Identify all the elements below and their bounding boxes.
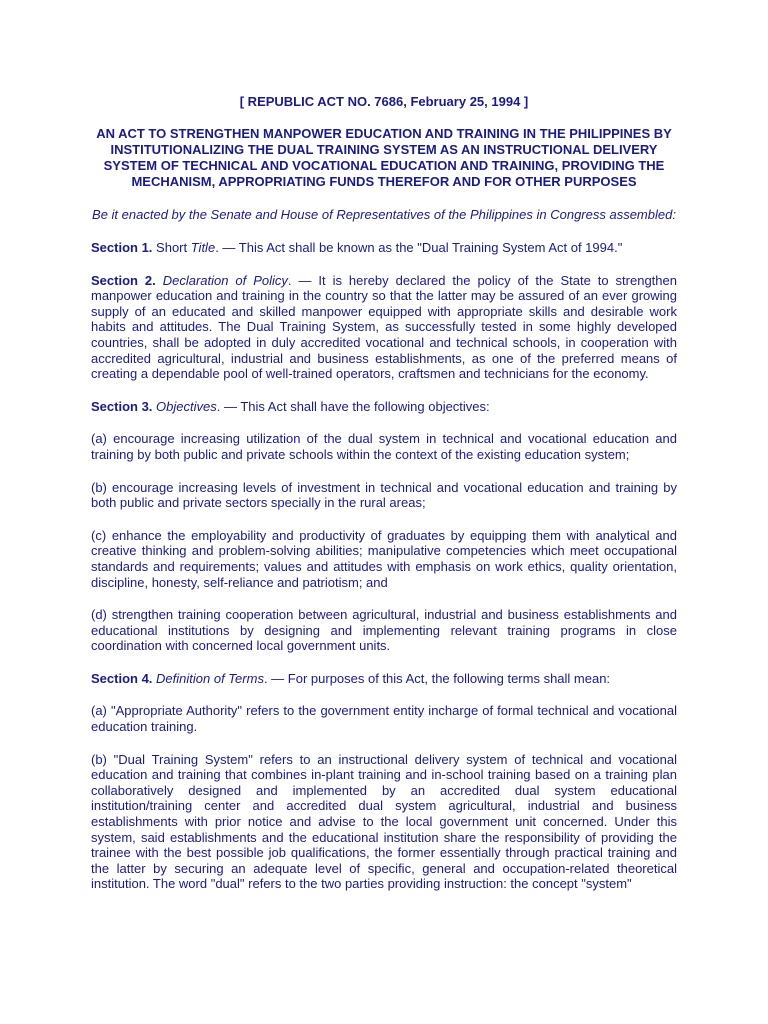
section-4-item-b: (b) "Dual Training System" refers to an instructional delivery system of technical and vocational education and training that combines in-plant training and in-school training based on a training plan collaboratively designed and implemented by an accredited dual system educational institution/training center and accredited dual system agricultural, industrial and business establishments with prior notice and advise to the local government unit concerned. Under this system, said establishments and the educational institution share the responsibility of providing the trainee with the best possible job qualifications, the former essentially through practical training and the latter by securing an adequate level of specific, general and occupation-related theoretical institution. The word "dual" refers to the two parties providing instruction: the concept "system" — [91, 751, 677, 892]
section-text: . — It is hereby declared the policy of the State to strengthen manpower education and training in the country so that the latter may be assured of an ever growing supply of an educated and skilled manpower equipped with appropriate skills and desirable work habits and attitudes. The Dual Training System, as successfully tested in some highly developed countries, shall be adopted in duly accredited vocational and technical schools, in cooperation with accredited agricultural, industrial and business establishments, as one of the preferred means of creating a dependable pool of well-trained operators, craftsmen and technicians for the economy. — [91, 272, 677, 382]
section-label: Section 2. — [91, 272, 156, 288]
section-3-item-a: (a) encourage increasing utilization of the dual system in technical and vocational education and training by both public and private schools within the context of the existing education system; — [91, 431, 677, 462]
section-4 — [91, 671, 677, 687]
section-text: . — For purposes of this Act, the following terms shall mean: — [263, 670, 611, 686]
section-1 — [91, 240, 677, 256]
section-2 — [91, 273, 677, 382]
enacting-clause: Be it enacted by the Senate and House of Representatives of the Philippines in Congress assembled: — [92, 207, 676, 222]
section-3-item-c: (c) enhance the employability and productivity of graduates by equipping them with analytical and creative thinking and problem-solving abilities; manipulative competencies which meet occupational standards and requirements; values and attitudes with emphasis on work ethics, quality orientation, discipline, honesty, self-reliance and patriotism; and — [91, 527, 677, 590]
section-3 — [91, 399, 677, 415]
section-4-item-a: (a) "Appropriate Authority" refers to the government entity incharge of formal technical and vocational education training. — [91, 703, 677, 735]
section-label: Section 4. — [91, 670, 153, 686]
document-header: [ REPUBLIC ACT NO. 7686, February 25, 1994 ] — [239, 94, 529, 109]
section-3-item-b: (b) encourage increasing levels of investment in technical and vocational education and training by both public and private sectors specially in the rural areas; — [91, 479, 677, 511]
section-text: Short — [156, 240, 191, 255]
section-heading: Objectives — [156, 398, 217, 414]
section-3-item-d: (d) strengthen training cooperation between agricultural, industrial and business establishments and educational institutions by designing and implementing relevant training programs in close coordination with concerned local government units. — [91, 607, 677, 654]
section-text: . — This Act shall have the following objectives: — [216, 398, 490, 414]
section-heading: Title — [190, 240, 216, 255]
section-text: . — This Act shall be known as the "Dual Training System Act of 1994." — [215, 240, 623, 255]
act-title: AN ACT TO STRENGTHEN MANPOWER EDUCATION AND TRAINING IN THE PHILIPPINES BY INSTITUTIONALIZING THE DUAL TRAINING SYSTEM AS AN INSTRUCTIONAL DELIVERY SYSTEM OF TECHNICAL AND VOCATIONAL EDUCATION AND TRAINING, PROVIDING THE MECHANISM, APPROPRIATING FUNDS THEREFOR AND FOR OTHER PURPOSES — [96, 126, 672, 189]
section-label: Section 1. — [91, 240, 153, 255]
section-label: Section 3. — [91, 398, 153, 414]
section-heading: Declaration of Policy — [162, 272, 288, 288]
section-heading: Definition of Terms — [156, 670, 264, 686]
